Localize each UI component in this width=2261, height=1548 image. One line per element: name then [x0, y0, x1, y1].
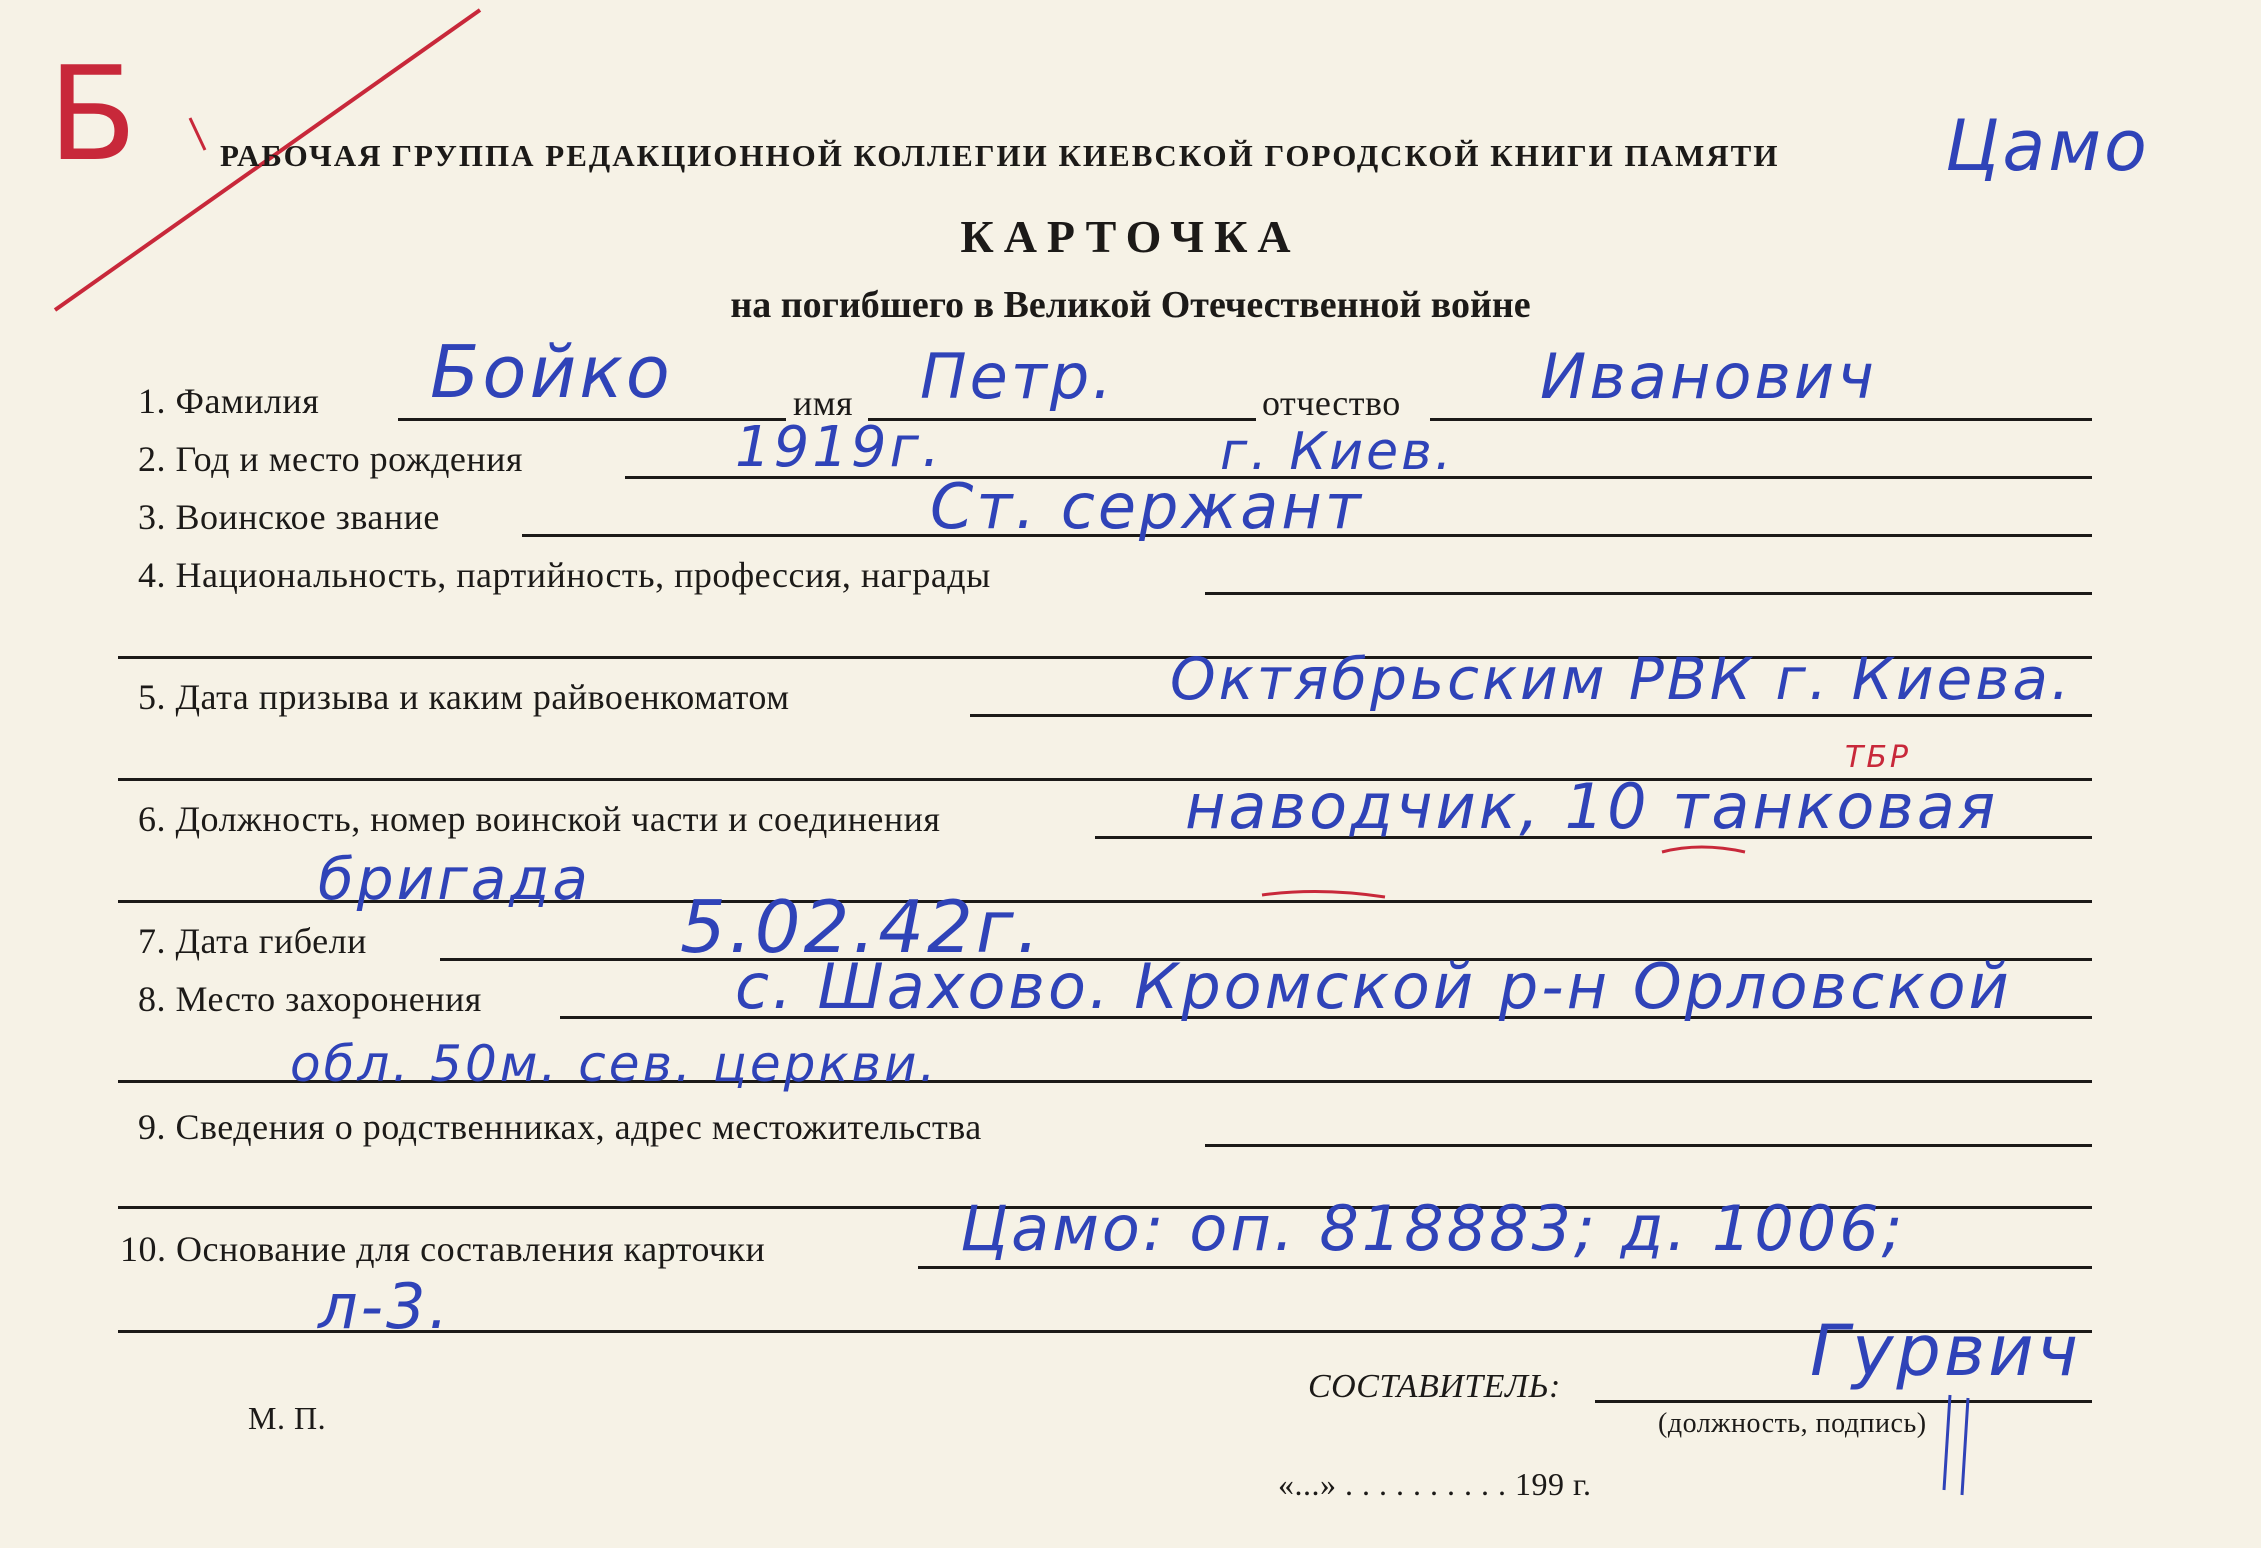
field-burial-label: 8. Место захоронения [138, 979, 482, 1019]
hw-patronymic: Иванович [1540, 340, 1877, 413]
field-basis-label: 10. Основание для составления карточки [120, 1229, 766, 1269]
field-name-label: имя [793, 383, 854, 423]
hw-birth-year: 1919г. [735, 415, 943, 480]
hw-red-abbrev: ТБР [1845, 740, 1911, 775]
field-draft-label: 5. Дата призыва и каким райвоенкоматом [138, 677, 790, 717]
date-line: «...» . . . . . . . . . . 199 г. [1278, 1466, 1592, 1502]
compiler-line [1595, 1400, 2092, 1403]
relatives-line [1205, 1144, 2092, 1147]
nationality-line [1205, 592, 2092, 595]
hw-basis-2: л-3. [318, 1270, 452, 1343]
basis-line [918, 1266, 2092, 1269]
field-relatives-label: 9. Сведения о родственниках, адрес местожительства [138, 1107, 982, 1147]
hw-burial-1: с. Шахово. Кромской р-н Орловской [735, 950, 2012, 1023]
position-signature-caption: (должность, подпись) [1658, 1408, 1927, 1439]
surname-line [398, 418, 786, 421]
field-birth-label: 2. Год и место рождения [138, 439, 523, 479]
hw-birth-place: г. Киев. [1220, 422, 1455, 482]
hw-rank: Ст. сержант [930, 470, 1364, 543]
mp-label: М. П. [248, 1400, 327, 1436]
top-right-note: Цамо [1945, 105, 2150, 187]
hw-position: наводчик, 10 танковая [1185, 770, 1999, 843]
field-surname-label: 1. Фамилия [138, 381, 320, 421]
hw-draft: Октябрьским РВК г. Киева. [1170, 645, 2073, 713]
field-patronymic-label: отчество [1262, 383, 1401, 423]
compiler-label: СОСТАВИТЕЛЬ: [1308, 1368, 1561, 1405]
hw-death-date: 5.02.42г. [680, 885, 1043, 969]
field-rank-label: 3. Воинское звание [138, 497, 440, 537]
hw-basis-1: Цамо: оп. 818883; д. 1006; [960, 1192, 1906, 1265]
field-position-label: 6. Должность, номер воинской части и соединения [138, 799, 941, 839]
red-underline [1660, 840, 1750, 860]
hw-signature: Гурвич [1810, 1310, 2081, 1392]
header: РАБОЧАЯ ГРУППА РЕДАКЦИОННОЙ КОЛЛЕГИИ КИЕВСКОЙ ГОРОДСКОЙ КНИГИ ПАМЯТИ [220, 138, 1780, 173]
corner-mark-letter: Б [48, 38, 141, 190]
hw-burial-2: обл. 50м. сев. церкви. [290, 1035, 939, 1093]
card-title: КАРТОЧКА [960, 211, 1301, 262]
card-subtitle: на погибшего в Великой Отечественной войне [730, 284, 1531, 326]
signature-flourish [1930, 1390, 1990, 1500]
draft-line [970, 714, 2092, 717]
red-underline-2 [1260, 885, 1390, 905]
patronymic-line [1430, 418, 2092, 421]
hw-brigade: бригада [318, 845, 591, 913]
hw-name: Петр. [920, 340, 1115, 413]
field-nationality-label: 4. Национальность, партийность, профессия, награды [138, 555, 991, 595]
hw-surname: Бойко [430, 330, 673, 414]
field-death-label: 7. Дата гибели [138, 921, 367, 961]
